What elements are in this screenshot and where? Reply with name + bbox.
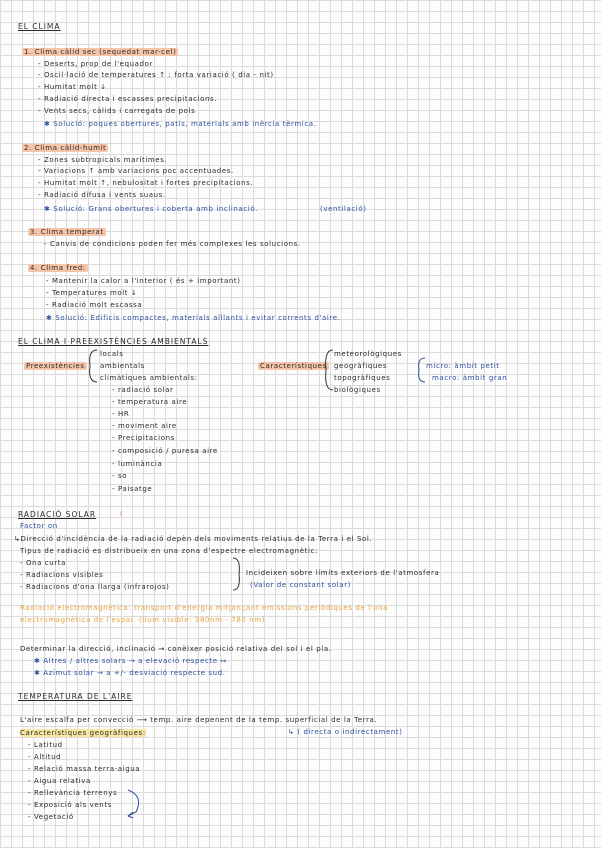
preexistencies-label-text: Preexistències [26, 362, 85, 370]
solution-note: ✱ Solució: Edificis compactes, materials aïllants i evitar corrents d'aire. [46, 314, 341, 322]
text-line: ↳Direcció d'incidència de la radiació depèn dels moviments relatius de la Terra i el Sol. [14, 535, 373, 543]
section-1-heading [22, 48, 178, 57]
preexistencies-label [24, 362, 87, 371]
list-item: - Vents secs, càlids i carregats de pols [38, 107, 196, 115]
left-brace-icon [412, 356, 426, 384]
list-item: - Radiació directa i escasses precipitacions. [38, 95, 218, 103]
note-line: ↳ ( directa o indirectament) [288, 728, 403, 736]
right-brace-icon [232, 556, 244, 592]
list-item: climàtiques ambientals: [100, 374, 198, 382]
list-item: geogràfiques [334, 362, 388, 370]
section-1-heading-text: 1. Clima càlid sec (sequedat mar-cel) [24, 48, 177, 56]
list-item: - Precipitacions [112, 434, 175, 442]
list-item: - Humitat molt ↑, nebulositat i fortes precipitacions. [38, 179, 254, 187]
list-item: - Exposició als vents [28, 801, 112, 809]
list-item: - Radiacions d'ona llarga (infrarojos) [20, 583, 170, 591]
list-item: - Ona curta [20, 559, 67, 567]
solution-note: ✱ Solució: Grans obertures i coberta amb inclinació. [44, 205, 258, 213]
list-item: - Aigua relativa [28, 777, 91, 785]
section-4-heading [28, 264, 88, 273]
list-item: - Oscil·lació de temperatures ↑ : forta variació ( dia - nit) [38, 71, 274, 79]
section-4-heading-text: 4. Clima fred: [30, 264, 86, 272]
section-7-heading: TEMPERATURA DE L'AIRE [18, 692, 133, 701]
list-item: - Paisatge [112, 485, 153, 493]
list-item: - Zones subtropicals marítimes. [38, 156, 168, 164]
geo-label-text: Característiques geogràfiques: [20, 729, 146, 737]
list-item: topogràfiques [334, 374, 391, 382]
text-line: Tipus de radiació es distribueix en una zona d'espectre electromagnètic: [20, 547, 318, 555]
incidence-text: Incideixen sobre límits exteriors de l'atmosfera [246, 569, 440, 577]
list-item: - so [112, 472, 128, 480]
section-5-heading: EL CLIMA I PREEXISTÈNCIES AMBIENTALS [18, 337, 209, 346]
list-item: - HR [112, 410, 130, 418]
list-item: - Radiacions visibles [20, 571, 104, 579]
list-item: - Latitud [28, 741, 63, 749]
list-item: - Vegetació [28, 813, 74, 821]
solution-extra: (ventilació) [320, 205, 367, 213]
list-item: - Temperatures molt ↓ [46, 289, 138, 297]
scale-item-micro: micro: àmbit petit [426, 362, 500, 370]
incidence-note: (Valor de constant solar) [250, 581, 351, 589]
section-6-heading: RADIACIÓ SOLAR [18, 510, 97, 519]
section-2-heading [22, 144, 108, 153]
list-item: - Radiació difusa i vents suaus. [38, 191, 166, 199]
note-line: ✱ Altres / altres solars → a elevació respecte ↦ [34, 657, 227, 665]
list-item: - temperatura aire [112, 398, 188, 406]
list-item: - Radiació molt escassa [46, 301, 143, 309]
list-item: ambientals [100, 362, 145, 370]
list-item: - radiació solar [112, 386, 174, 394]
curved-arrow-icon [124, 788, 146, 820]
left-brace-icon [318, 348, 334, 392]
scale-item-macro: macro: àmbit gran [432, 374, 508, 382]
list-item: - Relació massa terra-aigua [28, 765, 141, 773]
list-item: meteorològiques [334, 350, 402, 358]
list-item: - Rellevància terrenys [28, 789, 118, 797]
geo-label [20, 729, 146, 738]
list-item: biològiques [334, 386, 381, 394]
list-item: - Altitud [28, 753, 62, 761]
list-item: - Deserts, prop de l'equador [38, 60, 153, 68]
list-item: - Variacions ↑ amb variacions poc accentuades. [38, 167, 234, 175]
section-2-heading-text: 2. Clima càlid-humit [24, 144, 107, 152]
list-item: - Canvis de condicions poden fer més complexes les solucions. [44, 240, 301, 248]
section-3-heading-text: 3. Clima temperat [30, 228, 104, 236]
factor-label: Factor on [20, 522, 58, 530]
list-item: locals [100, 350, 124, 358]
list-item: - luminància [112, 460, 163, 468]
list-item: - composició / puresa aire [112, 447, 218, 455]
text-line: L'aire escalfa per convecció ⟶ temp. aire depenent de la temp. superficial de la Terra. [20, 716, 378, 724]
page-title: EL CLIMA [18, 22, 61, 31]
list-item: - moviment aire [112, 422, 177, 430]
list-item: - Humitat molt ↓ [38, 83, 107, 91]
solution-note: ✱ Solució: poques obertures, patis, materials amb inèrcia tèrmica. [44, 120, 317, 128]
note-line: ✱ Azimut solar → a +/- desviació respecte sud. [34, 669, 226, 677]
section-3-heading [28, 228, 106, 237]
list-item: - Mantenir la calor a l'interior ( és + important) [46, 277, 241, 285]
caracteristiques-label-text: Característiques [260, 362, 327, 370]
text-line: Determinar la direcció, inclinació → conèixer posició relativa del sol i el pla. [20, 645, 332, 653]
bracket-mark: ( [120, 510, 124, 518]
left-brace-icon [84, 348, 98, 384]
definition-line: electromagnètica de l'espai. (llum visible: 380nm - 780 nm) [20, 616, 266, 624]
definition-line: Radiació electromagnètica: transport d'energia mitjançant emissions periòdiques de l'ona [20, 604, 389, 612]
